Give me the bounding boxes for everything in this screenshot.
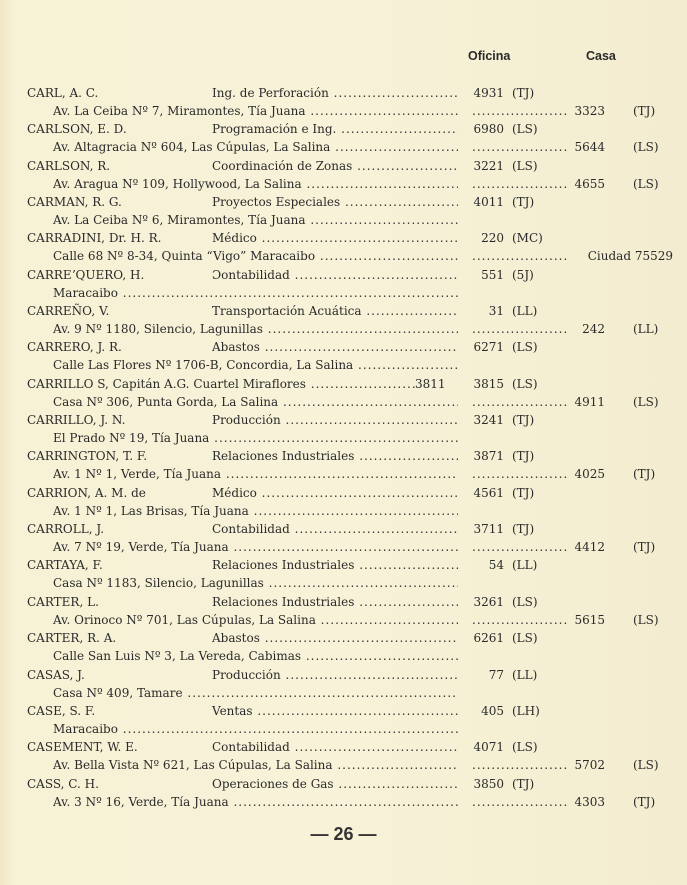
entry-home-phone: Ciudad 75529 bbox=[587, 249, 673, 264]
directory-entry bbox=[0, 775, 687, 811]
entry-office-location: (LS) bbox=[512, 594, 538, 609]
entry-name: CARRERO, J. R. bbox=[27, 340, 122, 355]
entry-home-leader bbox=[472, 393, 567, 411]
directory-entry bbox=[0, 447, 687, 483]
entry-home-leader bbox=[472, 247, 567, 265]
directory-entry bbox=[0, 375, 687, 411]
entry-office-location: (LH) bbox=[512, 703, 540, 718]
entry-office-line bbox=[0, 375, 687, 393]
entry-address: Av. Altagracia Nº 604, Las Cúpulas, La Salina ..... bbox=[53, 138, 458, 156]
entry-address: Casa Nº 306, Punta Gorda, La Salina ..... bbox=[53, 393, 458, 411]
entry-home-location: (TJ) bbox=[633, 540, 656, 555]
entry-home-line bbox=[0, 138, 687, 156]
entry-home-leader bbox=[472, 465, 567, 483]
entry-address: Casa Nº 409, Tamare ..... bbox=[53, 684, 458, 702]
entry-address: Calle San Luis Nº 3, La Vereda, Cabimas ..... bbox=[53, 647, 458, 665]
entry-name: CARLSON, E. D. bbox=[27, 122, 127, 137]
entry-home-line bbox=[0, 720, 687, 738]
entry-office-line bbox=[0, 629, 687, 647]
entry-office-line bbox=[0, 193, 687, 211]
entry-home-line bbox=[0, 465, 687, 483]
entry-department: Relaciones Industriales ..... bbox=[212, 447, 458, 465]
entry-office-location: (TJ) bbox=[512, 485, 535, 500]
entry-address: Maracaibo ..... bbox=[53, 720, 458, 738]
entry-home-location: (LL) bbox=[633, 322, 659, 337]
entry-office-line bbox=[0, 229, 687, 247]
entry-office-line bbox=[0, 447, 687, 465]
entry-address: Av. 7 Nº 19, Verde, Tía Juana ..... bbox=[53, 538, 458, 556]
directory-entry bbox=[0, 266, 687, 302]
entry-home-leader bbox=[472, 320, 567, 338]
entry-address: Av. 1 Nº 1, Verde, Tía Juana ..... bbox=[53, 465, 458, 483]
directory-entry bbox=[0, 556, 687, 592]
entry-home-location: (LS) bbox=[633, 758, 659, 773]
entry-office-location: (LS) bbox=[512, 740, 538, 755]
entry-department: Ɔontabilidad ..... bbox=[212, 266, 458, 284]
entry-department: Programación e Ing. ..... bbox=[212, 120, 458, 138]
entry-home-line bbox=[0, 502, 687, 520]
directory-entry bbox=[0, 666, 687, 702]
entry-home-line bbox=[0, 611, 687, 629]
entry-office-location: (TJ) bbox=[512, 86, 535, 100]
entry-address: Calle 68 Nº 8-34, Quinta “Vigo” Maracaibo ..... bbox=[53, 247, 458, 265]
entry-office-location: (TJ) bbox=[512, 776, 535, 791]
entry-home-number: 3323 bbox=[574, 104, 605, 118]
entry-office-location: (LL) bbox=[512, 667, 538, 682]
directory-entries bbox=[0, 84, 687, 811]
entry-home-number: 5702 bbox=[574, 758, 605, 773]
entry-home-location: (TJ) bbox=[633, 794, 656, 809]
entry-office-number: 3871 bbox=[473, 449, 504, 464]
entry-address: Av. 1 Nº 1, Las Brisas, Tía Juana ..... bbox=[53, 502, 458, 520]
entry-office-number: 220 bbox=[481, 231, 504, 246]
entry-department: Contabilidad ..... bbox=[212, 520, 458, 538]
directory-entry bbox=[0, 593, 687, 629]
entry-home-number: 4303 bbox=[574, 794, 605, 809]
entry-office-location: (TJ) bbox=[512, 195, 535, 210]
entry-home-number: 4025 bbox=[574, 467, 605, 482]
entry-office-line bbox=[0, 157, 687, 175]
directory-entry bbox=[0, 338, 687, 374]
entry-name: CASAS, J. bbox=[27, 667, 85, 682]
entry-name: CARRADINI, Dr. H. R. bbox=[27, 231, 162, 246]
entry-home-line bbox=[0, 284, 687, 302]
entry-home-line bbox=[0, 175, 687, 193]
directory-entry bbox=[0, 157, 687, 193]
entry-home-leader bbox=[472, 793, 567, 811]
entry-office-location: (LL) bbox=[512, 558, 538, 573]
entry-home-number: 4412 bbox=[574, 540, 605, 555]
entry-home-number: 5644 bbox=[574, 140, 605, 155]
entry-office-number: 31 bbox=[488, 304, 504, 319]
entry-name: CARRION, A. M. de bbox=[27, 485, 146, 500]
directory-entry bbox=[0, 120, 687, 156]
entry-home-line bbox=[0, 393, 687, 411]
entry-office-line bbox=[0, 738, 687, 756]
entry-office-location: (TJ) bbox=[512, 413, 535, 428]
entry-department: Abastos ..... bbox=[212, 338, 458, 356]
entry-office-line bbox=[0, 593, 687, 611]
entry-home-number: 242 bbox=[582, 322, 605, 337]
entry-name: CARL, A. C. bbox=[27, 86, 99, 100]
entry-address: Av. 9 Nº 1180, Silencio, Lagunillas ..... bbox=[53, 320, 458, 338]
entry-department: Operaciones de Gas ..... bbox=[212, 775, 458, 793]
entry-office-number: 4011 bbox=[473, 195, 504, 210]
entry-department: Contabilidad ..... bbox=[212, 738, 458, 756]
entry-home-line bbox=[0, 756, 687, 774]
entry-name: CARTER, L. bbox=[27, 594, 99, 609]
entry-home-location: (TJ) bbox=[633, 467, 656, 482]
entry-office-location: (LL) bbox=[512, 304, 538, 319]
entry-address: Av. 3 Nº 16, Verde, Tía Juana ..... bbox=[53, 793, 458, 811]
entry-name: CARROLL, J. bbox=[27, 522, 105, 537]
directory-entry bbox=[0, 738, 687, 774]
entry-address: Av. Bella Vista Nº 621, Las Cúpulas, La Salina ..... bbox=[53, 756, 458, 774]
entry-department: Producción ..... bbox=[212, 666, 458, 684]
directory-entry bbox=[0, 84, 687, 120]
entry-address: Av. Orinoco Nº 701, Las Cúpulas, La Salina ..... bbox=[53, 611, 458, 629]
entry-name: CARRINGTON, T. F. bbox=[27, 449, 148, 464]
directory-entry bbox=[0, 229, 687, 265]
entry-department: Relaciones Industriales ..... bbox=[212, 556, 458, 574]
entry-name: CARRILLO, J. N. bbox=[27, 413, 126, 428]
entry-home-line bbox=[0, 684, 687, 702]
entry-home-location: (LS) bbox=[633, 140, 659, 155]
entry-address: Calle Las Flores Nº 1706-B, Concordia, La Salina ..... bbox=[53, 356, 458, 374]
entry-office-number: 551 bbox=[481, 267, 504, 282]
entry-office-location: (LS) bbox=[512, 340, 538, 355]
page-number: — 26 — bbox=[310, 824, 377, 844]
entry-home-leader bbox=[472, 611, 567, 629]
entry-home-line bbox=[0, 356, 687, 374]
entry-home-location: (LS) bbox=[633, 612, 659, 627]
entry-home-leader bbox=[472, 138, 567, 156]
entry-office-location: (5J) bbox=[512, 267, 534, 282]
entry-home-line bbox=[0, 538, 687, 556]
entry-office-line bbox=[0, 266, 687, 284]
entry-home-line bbox=[0, 793, 687, 811]
entry-address: Av. La Ceiba Nº 7, Miramontes, Tía Juana ..... bbox=[53, 102, 458, 120]
entry-address: Av. Aragua Nº 109, Hollywood, La Salina ..... bbox=[53, 175, 458, 193]
entry-office-location: (LS) bbox=[512, 158, 538, 173]
entry-name: CASEMENT, W. E. bbox=[27, 740, 138, 755]
entry-home-line bbox=[0, 102, 687, 120]
entry-office-line bbox=[0, 120, 687, 138]
entry-office-number: 3711 bbox=[473, 522, 504, 537]
entry-address: El Prado Nº 19, Tía Juana ..... bbox=[53, 429, 458, 447]
entry-name: CARTER, R. A. bbox=[27, 631, 117, 646]
entry-department: Ventas ..... bbox=[212, 702, 458, 720]
entry-office-line bbox=[0, 556, 687, 574]
entry-name: CARREʼQUERO, H. bbox=[27, 267, 145, 282]
entry-office-number: 405 bbox=[481, 703, 504, 718]
entry-office-line bbox=[0, 775, 687, 793]
entry-department: Producción ..... bbox=[212, 411, 458, 429]
entry-office-line bbox=[0, 702, 687, 720]
entry-home-number: 4655 bbox=[574, 176, 605, 191]
directory-entry bbox=[0, 411, 687, 447]
entry-office-location: (MC) bbox=[512, 231, 543, 246]
entry-office-number: 6261 bbox=[473, 631, 504, 646]
directory-entry bbox=[0, 520, 687, 556]
entry-address: Casa Nº 1183, Silencio, Lagunillas ..... bbox=[53, 574, 458, 592]
entry-office-number: 6980 bbox=[473, 122, 504, 137]
entry-home-leader bbox=[472, 175, 567, 193]
entry-department: Ing. de Perforación ..... bbox=[212, 84, 458, 102]
entry-extra-number: 3811 bbox=[415, 376, 446, 391]
directory-entry bbox=[0, 302, 687, 338]
entry-department: Médico ..... bbox=[212, 229, 458, 247]
entry-office-line bbox=[0, 484, 687, 502]
entry-home-leader bbox=[472, 538, 567, 556]
entry-home-line bbox=[0, 574, 687, 592]
column-header-office: Oficina bbox=[468, 49, 511, 63]
entry-department: Médico ..... bbox=[212, 484, 458, 502]
entry-office-number: 77 bbox=[488, 667, 504, 682]
directory-entry bbox=[0, 484, 687, 520]
entry-office-number: 4931 bbox=[473, 86, 504, 100]
column-header-home: Casa bbox=[586, 49, 616, 63]
entry-name: CARREÑO, V. bbox=[27, 304, 110, 319]
directory-entry bbox=[0, 629, 687, 665]
entry-home-leader bbox=[472, 756, 567, 774]
entry-department: Coordinación de Zonas ..... bbox=[212, 157, 458, 175]
entry-office-number: 6271 bbox=[473, 340, 504, 355]
entry-name: CASS, C. H. bbox=[27, 776, 99, 791]
entry-office-location: (TJ) bbox=[512, 522, 535, 537]
entry-home-leader bbox=[472, 102, 567, 120]
entry-name: CARTAYA, F. bbox=[27, 558, 103, 573]
entry-name: CARRILLO S, Capitán A.G. Cuartel Miraflores ..... bbox=[27, 375, 417, 393]
entry-home-number: 5615 bbox=[574, 612, 605, 627]
entry-office-line bbox=[0, 302, 687, 320]
entry-office-line bbox=[0, 84, 687, 102]
entry-home-line bbox=[0, 429, 687, 447]
entry-office-location: (LS) bbox=[512, 376, 538, 391]
entry-address: Maracaibo ..... bbox=[53, 284, 458, 302]
entry-home-line bbox=[0, 320, 687, 338]
entry-name: CARLSON, R. bbox=[27, 158, 111, 173]
entry-office-line bbox=[0, 338, 687, 356]
entry-office-line bbox=[0, 666, 687, 684]
entry-office-location: (TJ) bbox=[512, 449, 535, 464]
entry-office-line bbox=[0, 520, 687, 538]
entry-office-location: (LS) bbox=[512, 122, 538, 137]
entry-home-number: 4911 bbox=[574, 394, 605, 409]
entry-home-location: (LS) bbox=[633, 176, 659, 191]
entry-address: Av. La Ceiba Nº 6, Miramontes, Tía Juana ..... bbox=[53, 211, 458, 229]
entry-home-location: (LS) bbox=[633, 394, 659, 409]
entry-office-number: 4071 bbox=[473, 740, 504, 755]
entry-home-line bbox=[0, 211, 687, 229]
entry-office-location: (LS) bbox=[512, 631, 538, 646]
entry-name: CARMAN, R. G. bbox=[27, 195, 122, 210]
entry-office-number: 4561 bbox=[473, 485, 504, 500]
entry-home-line bbox=[0, 247, 687, 265]
entry-office-number: 3241 bbox=[473, 413, 504, 428]
entry-office-number: 3815 bbox=[473, 376, 504, 391]
entry-department: Relaciones Industriales ..... bbox=[212, 593, 458, 611]
entry-office-number: 3221 bbox=[473, 158, 504, 173]
entry-office-line bbox=[0, 411, 687, 429]
entry-department: Proyectos Especiales ..... bbox=[212, 193, 458, 211]
entry-department: Abastos ..... bbox=[212, 629, 458, 647]
entry-office-number: 3261 bbox=[473, 594, 504, 609]
directory-entry bbox=[0, 193, 687, 229]
entry-name: CASE, S. F. bbox=[27, 703, 96, 718]
entry-home-location: (TJ) bbox=[633, 104, 656, 118]
entry-office-number: 54 bbox=[488, 558, 504, 573]
entry-department: Transportación Acuática ..... bbox=[212, 302, 458, 320]
directory-entry bbox=[0, 702, 687, 738]
entry-home-line bbox=[0, 647, 687, 665]
entry-office-number: 3850 bbox=[473, 776, 504, 791]
